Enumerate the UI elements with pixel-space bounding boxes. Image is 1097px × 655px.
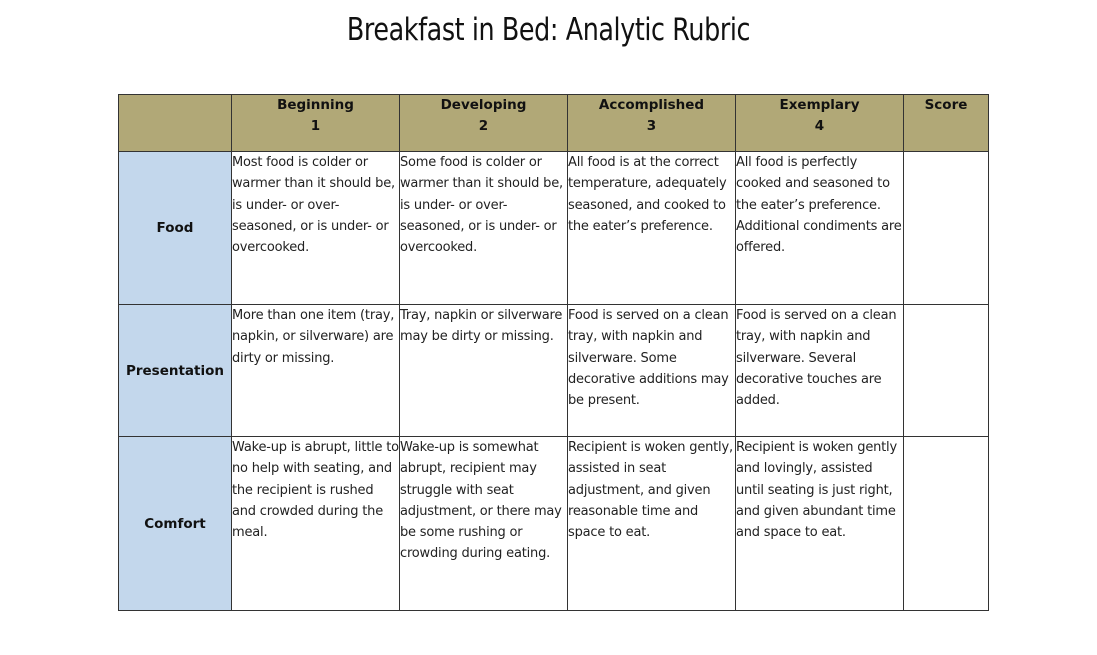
rubric-cell: Wake-up is abrupt, little to no help with seating, and the recipient is rushed and crowded during the meal. — [232, 437, 400, 611]
score-cell — [904, 152, 989, 305]
rubric-cell: Tray, napkin or silverware may be dirty or missing. — [400, 305, 568, 437]
rubric-cell: Recipient is woken gently and lovingly, assisted until seating is just right, and given abundant time and space to eat. — [736, 437, 904, 611]
column-points: 1 — [310, 118, 321, 134]
column-label: Developing — [440, 97, 527, 113]
column-header-accomplished — [568, 95, 736, 152]
column-points: 4 — [814, 118, 825, 134]
column-header-score — [904, 95, 989, 152]
column-points: 3 — [646, 118, 657, 134]
rubric-cell: Food is served on a clean tray, with napkin and silverware. Some decorative additions may be present. — [568, 305, 736, 437]
criterion-label: Food — [119, 152, 232, 305]
rubric-cell: Wake-up is somewhat abrupt, recipient may struggle with seat adjustment, or there may be some rushing or crowding during eating. — [400, 437, 568, 611]
criterion-label: Presentation — [119, 305, 232, 437]
column-label: Accomplished — [598, 97, 705, 113]
score-cell — [904, 305, 989, 437]
rubric-cell: Most food is colder or warmer than it should be, is under- or over-seasoned, or is under- or overcooked. — [232, 152, 400, 305]
column-header-exemplary — [736, 95, 904, 152]
column-header-beginning — [232, 95, 400, 152]
rubric-cell: Recipient is woken gently, assisted in seat adjustment, and given reasonable time and space to eat. — [568, 437, 736, 611]
column-label: Score — [924, 97, 968, 113]
criterion-label: Comfort — [119, 437, 232, 611]
header-row — [119, 95, 989, 152]
header-corner-cell — [119, 95, 232, 152]
rubric-cell: Some food is colder or warmer than it should be, is under- or over-seasoned, or is under- or overcooked. — [400, 152, 568, 305]
table-row-food — [119, 152, 989, 305]
column-header-developing — [400, 95, 568, 152]
rubric-cell: Food is served on a clean tray, with napkin and silverware. Several decorative touches are added. — [736, 305, 904, 437]
column-label: Exemplary — [779, 97, 860, 113]
column-label: Beginning — [277, 97, 354, 113]
rubric-cell: All food is perfectly cooked and seasoned to the eater’s preference. Additional condiments are offered. — [736, 152, 904, 305]
rubric-table — [118, 94, 989, 611]
score-cell — [904, 437, 989, 611]
rubric-cell: All food is at the correct temperature, adequately seasoned, and cooked to the eater’s preference. — [568, 152, 736, 305]
column-points: 2 — [478, 118, 489, 134]
table-row-presentation — [119, 305, 989, 437]
table-row-comfort — [119, 437, 989, 611]
rubric-cell: More than one item (tray, napkin, or silverware) are dirty or missing. — [232, 305, 400, 437]
page-title: Breakfast in Bed: Analytic Rubric — [346, 12, 751, 48]
